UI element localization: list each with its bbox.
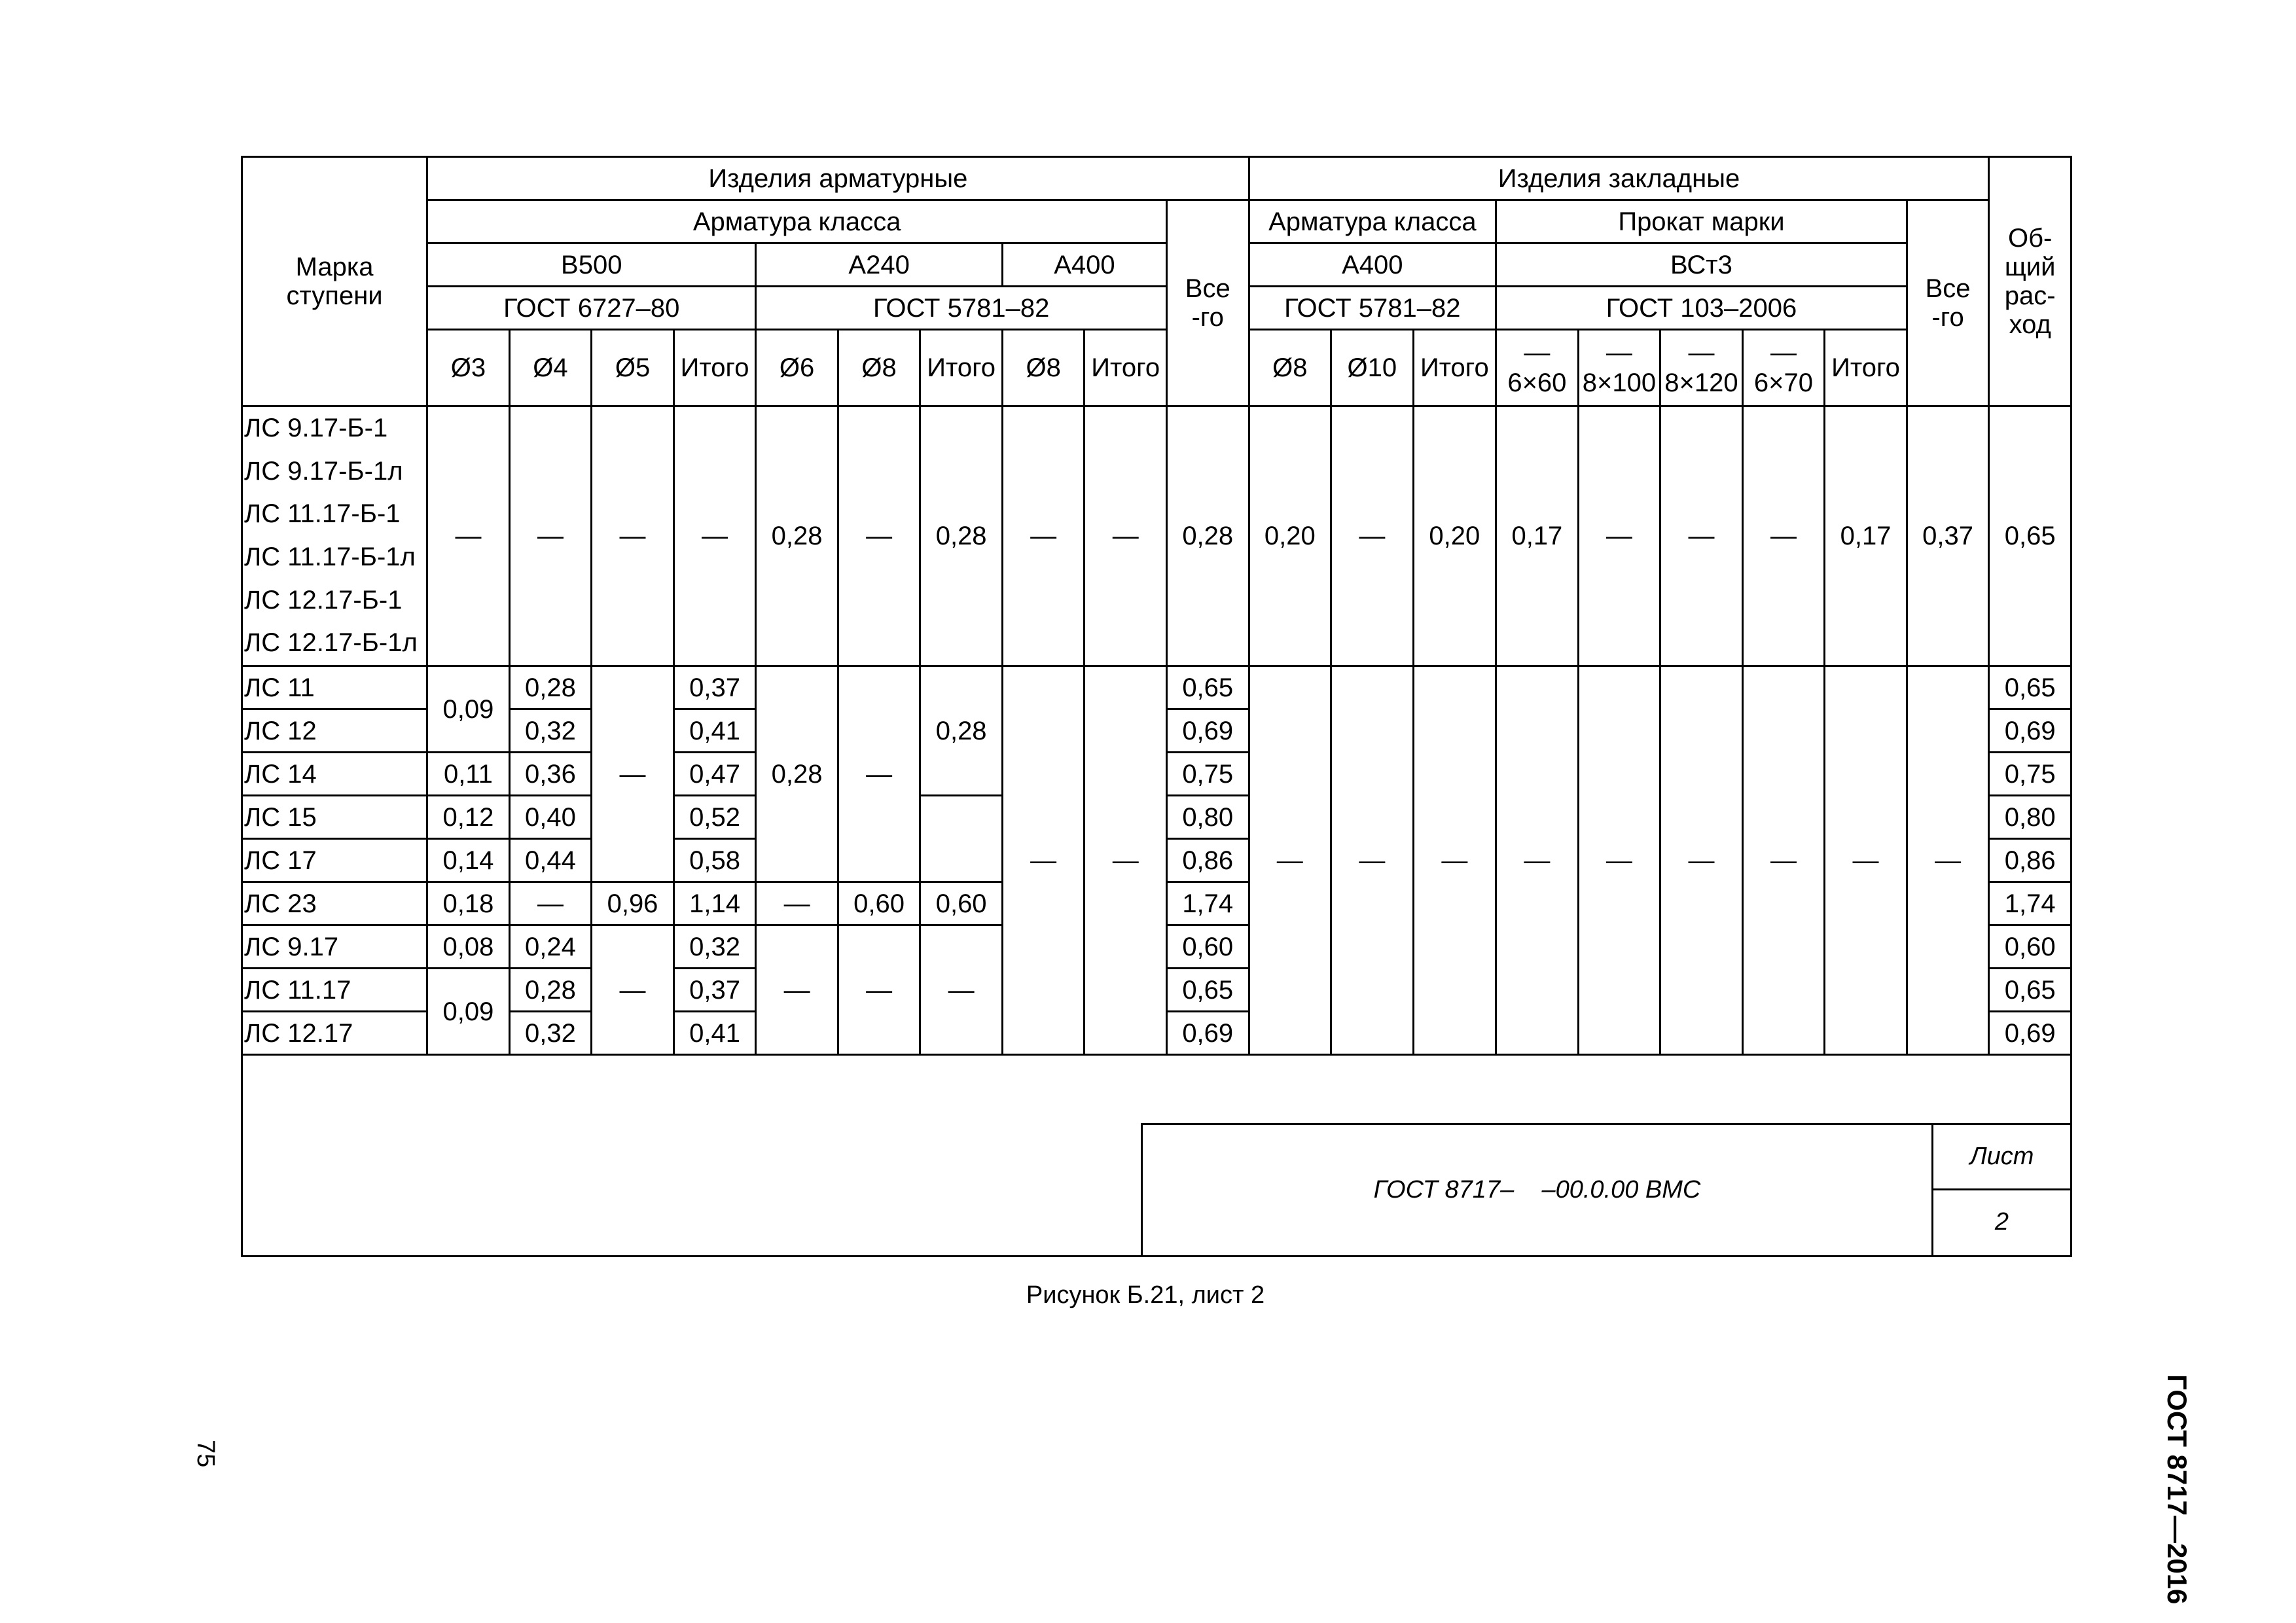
row-mark: ЛС 11.17 bbox=[242, 969, 427, 1012]
table-cell: 0,69 bbox=[1166, 709, 1249, 753]
row-mark: ЛС 14 bbox=[242, 753, 427, 796]
table-cell: — bbox=[838, 666, 920, 882]
page-number: 75 bbox=[192, 1440, 219, 1468]
table-cell: — bbox=[592, 925, 674, 1055]
mark-label: ЛС 11.17-Б-1 bbox=[244, 499, 401, 529]
table-cell: 0,69 bbox=[1989, 1012, 2072, 1055]
row-mark: ЛС 15 bbox=[242, 796, 427, 839]
dim-d10-embedded: Ø10 bbox=[1331, 330, 1414, 406]
table-cell: 0,80 bbox=[1989, 796, 2072, 839]
header-gost-5781: ГОСТ 5781–82 bbox=[756, 287, 1167, 330]
mark-label: ЛС 12.17-Б-1л bbox=[244, 628, 418, 658]
table-cell: — bbox=[838, 925, 920, 1055]
table-cell: — bbox=[427, 406, 510, 666]
table-cell: — bbox=[1742, 666, 1825, 1055]
mark-label: ЛС 9.17-Б-1л bbox=[244, 456, 403, 486]
table-cell: — bbox=[592, 406, 674, 666]
table-cell: — bbox=[1002, 406, 1085, 666]
table-cell: 1,14 bbox=[673, 882, 756, 925]
table-cell: — bbox=[509, 882, 592, 925]
table-cell: 0,28 bbox=[756, 406, 838, 666]
table-cell: 0,28 bbox=[756, 666, 838, 882]
table-cell: 0,28 bbox=[509, 666, 592, 709]
header-class-a240: А240 bbox=[756, 243, 1003, 287]
table-cell: — bbox=[1742, 406, 1825, 666]
row-mark: ЛС 23 bbox=[242, 882, 427, 925]
dim-d6: Ø6 bbox=[756, 330, 838, 406]
sheet-block bbox=[1931, 1125, 2070, 1255]
header-overall: Об-щий рас-ход bbox=[1989, 157, 2072, 406]
table-cell: 0,47 bbox=[673, 753, 756, 796]
table-cell: 0,28 bbox=[920, 406, 1003, 666]
table-cell: — bbox=[592, 666, 674, 882]
header-armature-class-2: Арматура класса bbox=[1249, 200, 1496, 243]
table-row bbox=[242, 666, 2072, 709]
header-gost-6727: ГОСТ 6727–80 bbox=[427, 287, 756, 330]
header-gost-5781-embedded: ГОСТ 5781–82 bbox=[1249, 287, 1496, 330]
table-cell: — bbox=[1907, 666, 1989, 1055]
dim-d8-a400: Ø8 bbox=[1002, 330, 1085, 406]
specification-table bbox=[241, 156, 2072, 1056]
row-mark: ЛС 11 bbox=[242, 666, 427, 709]
header-class-a400-embedded: А400 bbox=[1249, 243, 1496, 287]
table-cell: — bbox=[1002, 666, 1085, 1055]
header-total-2: Все-го bbox=[1907, 200, 1989, 406]
dim-itogo-b500: Итого bbox=[673, 330, 756, 406]
dim-itogo-a240: Итого bbox=[920, 330, 1003, 406]
table-cell: 0,60 bbox=[1166, 925, 1249, 969]
dim-itogo-rolled: Итого bbox=[1825, 330, 1907, 406]
dim-itogo-a400: Итого bbox=[1085, 330, 1167, 406]
table-cell: 0,40 bbox=[509, 796, 592, 839]
table-cell: 0,52 bbox=[673, 796, 756, 839]
table-cell: 0,28 bbox=[1166, 406, 1249, 666]
dim-d8-embedded: Ø8 bbox=[1249, 330, 1331, 406]
table-cell: — bbox=[673, 406, 756, 666]
sheet-number: 2 bbox=[1994, 1207, 2009, 1236]
table-cell: 0,08 bbox=[427, 925, 510, 969]
table-cell: — bbox=[1660, 406, 1743, 666]
row-mark: ЛС 9.17 bbox=[242, 925, 427, 969]
table-cell: 0,32 bbox=[509, 709, 592, 753]
table-cell: 0,41 bbox=[673, 709, 756, 753]
dim-d3: Ø3 bbox=[427, 330, 510, 406]
table-cell: 0,75 bbox=[1166, 753, 1249, 796]
table-cell: 0,17 bbox=[1496, 406, 1579, 666]
table-cell: 0,65 bbox=[1989, 969, 2072, 1012]
header-grade-vst3: ВСт3 bbox=[1496, 243, 1907, 287]
table-cell: — bbox=[1331, 666, 1414, 1055]
table-cell: 0,20 bbox=[1413, 406, 1496, 666]
table-cell: — bbox=[1413, 666, 1496, 1055]
table-cell: 0,12 bbox=[427, 796, 510, 839]
table-cell: 0,18 bbox=[427, 882, 510, 925]
table-cell: 0,60 bbox=[1989, 925, 2072, 969]
table-cell: 0,96 bbox=[592, 882, 674, 925]
table-cell: — bbox=[1578, 666, 1660, 1055]
header-armature-class: Арматура класса bbox=[427, 200, 1167, 243]
table-cell: 1,74 bbox=[1166, 882, 1249, 925]
header-total-1: Все-го bbox=[1166, 200, 1249, 406]
header-class-a400: А400 bbox=[1002, 243, 1166, 287]
table-cell: 0,65 bbox=[1166, 666, 1249, 709]
mark-label: ЛС 11.17-Б-1л bbox=[244, 543, 416, 572]
header-class-b500: В500 bbox=[427, 243, 756, 287]
table-cell: 0,32 bbox=[509, 1012, 592, 1055]
table-cell: — bbox=[1578, 406, 1660, 666]
table-cell: 0,09 bbox=[427, 666, 510, 753]
table-cell: — bbox=[1249, 666, 1331, 1055]
table-cell: — bbox=[509, 406, 592, 666]
table-cell: 0,86 bbox=[1166, 839, 1249, 882]
table-cell: — bbox=[1825, 666, 1907, 1055]
table-cell: 0,37 bbox=[673, 969, 756, 1012]
table-cell: 0,69 bbox=[1989, 709, 2072, 753]
group-marks bbox=[242, 406, 427, 666]
table-cell: 0,09 bbox=[427, 969, 510, 1055]
dim-itogo-embedded: Итого bbox=[1413, 330, 1496, 406]
table-cell: 0,36 bbox=[509, 753, 592, 796]
table-cell: 0,11 bbox=[427, 753, 510, 796]
table-cell: 0,65 bbox=[1166, 969, 1249, 1012]
table-cell: — bbox=[756, 882, 838, 925]
document-code: ГОСТ 8717– –00.0.00 ВМС bbox=[1373, 1176, 1701, 1204]
table-cell: — bbox=[838, 406, 920, 666]
table-cell: 0,60 bbox=[920, 882, 1003, 925]
table-cell: 0,41 bbox=[673, 1012, 756, 1055]
dim-rolled-6x60: — 6×60 bbox=[1496, 330, 1579, 406]
dim-rolled-8x100: — 8×100 bbox=[1578, 330, 1660, 406]
title-block bbox=[1141, 1123, 2072, 1257]
table-cell: 1,74 bbox=[1989, 882, 2072, 925]
table-cell: — bbox=[1496, 666, 1579, 1055]
table-cell: 0,58 bbox=[673, 839, 756, 882]
table-cell: 0,28 bbox=[920, 666, 1003, 796]
dim-d4: Ø4 bbox=[509, 330, 592, 406]
table-cell: 0,37 bbox=[673, 666, 756, 709]
row-mark: ЛС 12.17 bbox=[242, 1012, 427, 1055]
table-cell: 0,44 bbox=[509, 839, 592, 882]
table-cell: 0,75 bbox=[1989, 753, 2072, 796]
table-cell: — bbox=[1085, 666, 1167, 1055]
table-cell bbox=[920, 796, 1003, 882]
table-cell: 0,24 bbox=[509, 925, 592, 969]
table-cell: 0,80 bbox=[1166, 796, 1249, 839]
table-cell: 0,86 bbox=[1989, 839, 2072, 882]
table-cell: — bbox=[920, 925, 1003, 1055]
header-gost-103: ГОСТ 103–2006 bbox=[1496, 287, 1907, 330]
mark-label: ЛС 12.17-Б-1 bbox=[244, 585, 403, 615]
dim-rolled-8x120: — 8×120 bbox=[1660, 330, 1743, 406]
table-cell: 0,14 bbox=[427, 839, 510, 882]
table-cell: — bbox=[1660, 666, 1743, 1055]
table-cell: 0,60 bbox=[838, 882, 920, 925]
table-cell: 0,37 bbox=[1907, 406, 1989, 666]
header-mark: Марка ступени bbox=[242, 157, 427, 406]
sheet-label: Лист bbox=[1933, 1125, 2070, 1190]
table-cell: 0,69 bbox=[1166, 1012, 1249, 1055]
table-cell: — bbox=[1331, 406, 1414, 666]
table-cell: 0,32 bbox=[673, 925, 756, 969]
table-cell: 0,28 bbox=[509, 969, 592, 1012]
header-rolled-grade: Прокат марки bbox=[1496, 200, 1907, 243]
row-mark: ЛС 17 bbox=[242, 839, 427, 882]
table-cell: 0,17 bbox=[1825, 406, 1907, 666]
mark-label: ЛС 9.17-Б-1 bbox=[244, 414, 388, 442]
table-cell: 0,65 bbox=[1989, 666, 2072, 709]
table-cell: 0,20 bbox=[1249, 406, 1331, 666]
header-group-embedded: Изделия закладные bbox=[1249, 157, 1989, 200]
header-group-armature: Изделия арматурные bbox=[427, 157, 1249, 200]
dim-d5: Ø5 bbox=[592, 330, 674, 406]
table-cell: — bbox=[1085, 406, 1167, 666]
table-cell: 0,65 bbox=[1989, 406, 2072, 666]
dim-d8-a240: Ø8 bbox=[838, 330, 920, 406]
table-cell: — bbox=[756, 925, 838, 1055]
row-mark: ЛС 12 bbox=[242, 709, 427, 753]
figure-caption: Рисунок Б.21, лист 2 bbox=[1026, 1281, 1265, 1309]
dim-rolled-6x70: — 6×70 bbox=[1742, 330, 1825, 406]
